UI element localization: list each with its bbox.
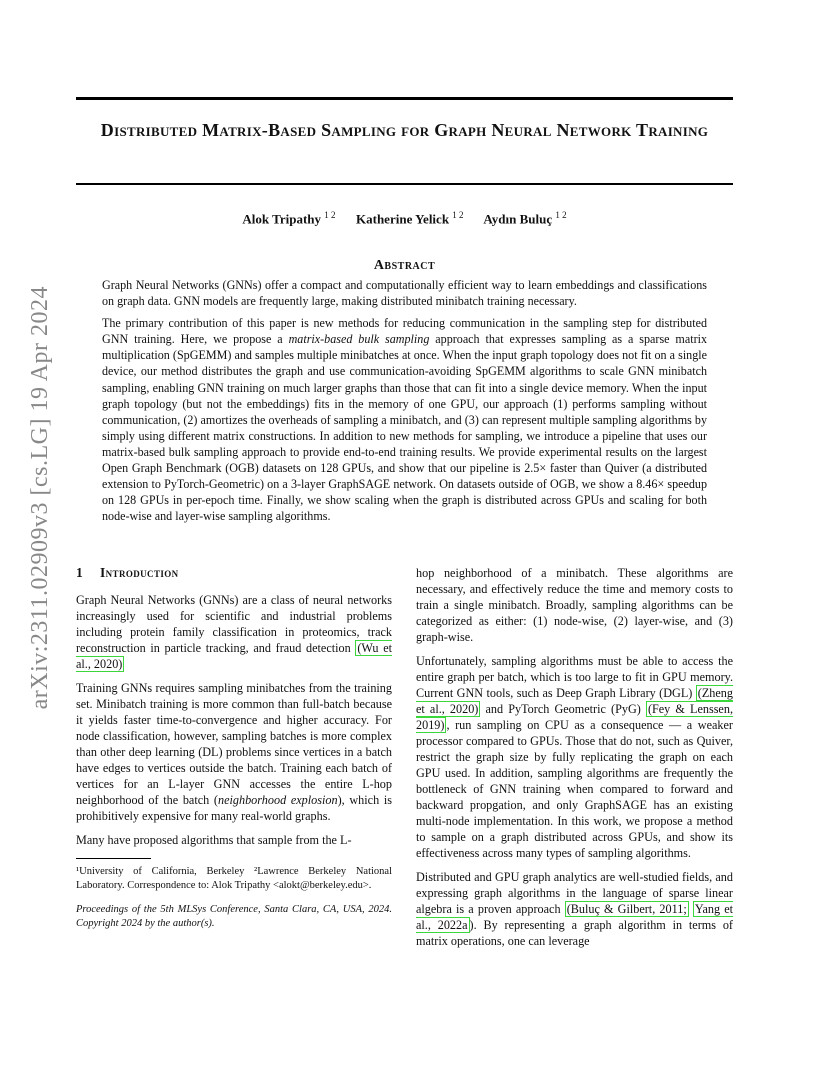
section-title: Introduction <box>100 565 179 580</box>
emphasis: matrix-based bulk sampling <box>288 332 430 347</box>
abstract-body <box>102 277 707 530</box>
footnote <box>76 865 392 931</box>
affiliation-footnote: ¹University of California, Berkeley ²Lawrence Berkeley National Laboratory. Correspondence to: Alok Tripathy <alokt@berkeley.edu>. <box>76 866 392 891</box>
author-name: Katherine Yelick <box>356 211 450 227</box>
citation-link[interactable]: (Buluç & Gilbert, 2011; <box>566 902 687 916</box>
author-list <box>76 210 733 227</box>
arxiv-identifier: arXiv:2311.02909v3 [cs.LG] 19 Apr 2024 <box>26 286 53 710</box>
section-number: 1 <box>76 565 84 580</box>
body-paragraph: hop neighborhood of a minibatch. These algorithms are necessary, and effectively reduce the time and memory costs to train a single minibatch. Broadly, sampling algorithms can be categorized as either: (1) node-wise, (2) layer-wise, and (3) graph-wise. <box>416 566 733 644</box>
left-column <box>76 565 392 941</box>
body-paragraph: Many have proposed algorithms that sample from the L- <box>76 833 352 847</box>
body-paragraph: Graph Neural Networks (GNNs) are a class of neural networks increasingly used for scientific and industrial problems including protein family classification in proteomics, track reconstruction in particle tracking, and fraud detection (Wu et al., 2020) <box>76 593 392 671</box>
abstract-paragraph: The primary contribution of this paper is new methods for reducing communication in the sampling step for distributed GNN training. Here, we propose a matrix-based bulk sampling approach that expresses sampling as a sparse matrix multiplication (SpGEMM) and samples multiple minibatches at once. When the input graph topology does not fit on a single device, our method distributes the graph and use communication-avoiding SpGEMM algorithms to scale GNN minibatch sampling, enabling GNN training on much larger graphs than those that can fit into a single device memory. When the input graph topology (but not the embeddings) fits in the memory of one GPU, our approach (1) performs sampling without communication, (2) amortizes the overheads of sampling a minibatch, and (3) can represent multiple sampling algorithms by simply using different matrix constructions. In addition to new methods for sampling, we introduce a pipeline that uses our matrix-based bulk sampling approach to provide end-to-end training results. We provide experimental results on the largest Open Graph Benchmark (OGB) datasets on 128 GPUs, and show that our pipeline is 2.5× faster than Quiver (a distributed extension to PyTorch-Geometric) on a 3-layer GraphSAGE network. On datasets outside of OGB, we show a 8.46× speedup on 128 GPUs in per-epoch time. Finally, we show scaling when the graph is distributed across GPUs and scaling for both node-wise and layer-wise sampling algorithms. <box>102 316 707 524</box>
body-paragraph: Training GNNs requires sampling minibatches from the training set. Minibatch training is more common than full-batch because it yields faster time-to-convergence and higher accuracy. For node classification, however, sampling batches is more complex than other deep learning (DL) problems since vertices in a batch have edges to vertices outside the batch. Training each batch of vertices for an L-layer GNN accesses the entire L-hop neighborhood of the batch (neighborhood explosion), which is prohibitively expensive for many real-world graphs. <box>76 681 392 823</box>
right-column <box>416 565 733 957</box>
arxiv-sidebar <box>20 288 60 708</box>
abstract-paragraph: Graph Neural Networks (GNNs) offer a compact and computationally efficient way to learn embeddings and classifications on graph data. GNN models are frequently large, making distributed minibatch training necessary. <box>102 278 707 309</box>
body-paragraph: Distributed and GPU graph analytics are well-studied fields, and expressing graph algorithms in the language of sparse linear algebra is a proven approach (Buluç & Gilbert, 2011; Yang et al., 2022a ). By representing a graph algorithm in terms of matrix operations, one can leverage <box>416 870 734 948</box>
title-rule-bottom <box>76 183 733 185</box>
proceedings-note: Proceedings of the 5th MLSys Conference, Santa Clara, CA, USA, 2024. Copyright 2024 by the author(s). <box>76 904 392 929</box>
author-affiliation: 1 2 <box>452 210 464 220</box>
body-paragraph: Unfortunately, sampling algorithms must be able to access the entire graph per batch, which is too large to fit in GPU memory. Current GNN tools, such as Deep Graph Library (DGL) (Zheng et al., 2020) and PyTorch Geometric (PyG) (Fey & Lenssen, 2019) , run sampling on CPU as a consequence — a weaker processor compared to GPUs. Those that do not, such as Quiver, restrict the graph size by fully replicating the graph on each GPU used. In addition, sampling algorithms are frequently the bottleneck of GNN training when compared to forward and backward propgation, and only GraphSAGE has an existing multi-node implementation. In this work, we propose a method to sample on a graph distributed across GPUs, and show its effectiveness across many types of sampling algorithms. <box>416 654 733 860</box>
section-heading <box>76 565 392 581</box>
emphasis: neighborhood explosion <box>218 793 338 807</box>
footnote-rule <box>76 858 151 859</box>
paper-title: Distributed Matrix-Based Sampling for Graph Neural Network Training <box>100 120 709 140</box>
author-name: Alok Tripathy <box>242 211 322 227</box>
abstract-heading: Abstract <box>373 258 436 273</box>
author-affiliation: 1 2 <box>555 210 567 220</box>
citation-link[interactable]: (Zheng et al., 2020) <box>416 686 733 716</box>
author-name: Aydın Buluç <box>483 211 553 227</box>
citation-link[interactable]: (Fey & Lenssen, 2019) <box>416 702 733 732</box>
author-affiliation: 1 2 <box>324 210 336 220</box>
title-rule-top <box>76 97 733 100</box>
citation-link[interactable]: (Wu et al., 2020) <box>76 641 392 671</box>
citation-link[interactable]: Yang et al., 2022a <box>416 902 734 932</box>
